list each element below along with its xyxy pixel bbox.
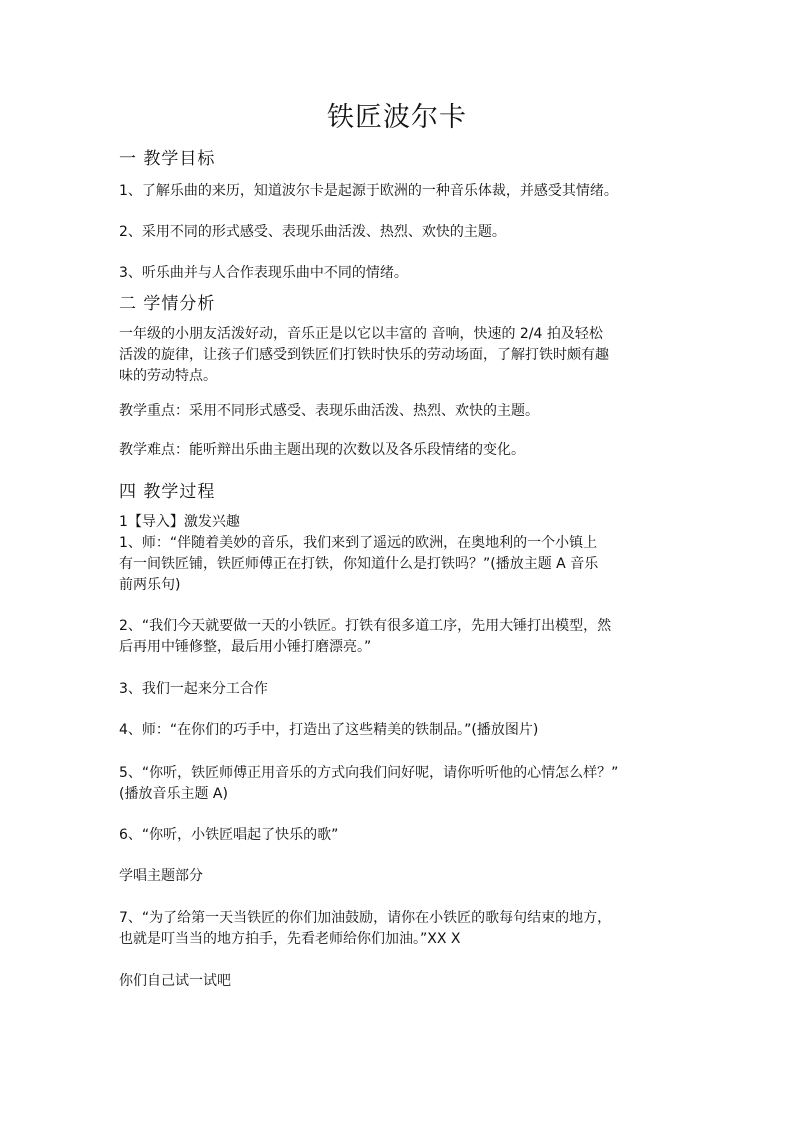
process-step-7	[119, 908, 684, 950]
process-step-6	[119, 825, 684, 846]
key-point	[119, 401, 684, 422]
step-1-line-2: 有一间铁匠铺，铁匠师傅正在打铁，你知道什么是打铁吗？”(播放主题 A 音乐	[119, 556, 599, 572]
step-3-text: 3、我们一起来分工合作	[119, 681, 268, 697]
process-step-1	[119, 533, 684, 596]
goal-item-3	[119, 263, 684, 284]
goal-item-1	[119, 181, 694, 202]
process-intro	[119, 512, 684, 533]
try-yourselves	[119, 971, 684, 992]
try-yourselves-text: 你们自己试一试吧	[119, 973, 231, 989]
process-step-4	[119, 720, 684, 741]
difficulty-point	[119, 440, 684, 461]
analysis-line-2: 活泼的旋律，让孩子们感受到铁匠们打铁时快乐的劳动场面，了解打铁时颇有趣	[119, 347, 609, 363]
step-2-line-2: 后再用中锤修整，最后用小锤打磨漂亮。”	[119, 639, 372, 655]
goal-item-3-text: 3、听乐曲并与人合作表现乐曲中不同的情绪。	[119, 265, 408, 281]
key-point-text: 教学重点：采用不同形式感受、表现乐曲活泼、热烈、欢快的主题。	[119, 403, 539, 419]
goal-item-1-text: 1、了解乐曲的来历，知道波尔卡是起源于欧洲的一种音乐体裁，并感受其情绪。	[119, 183, 618, 199]
difficulty-point-text: 教学难点：能听辩出乐曲主题出现的次数以及各乐段情绪的变化。	[119, 442, 525, 458]
process-intro-text: 1【导入】激发兴趣	[119, 514, 240, 530]
analysis-line-3: 味的劳动特点。	[119, 368, 217, 384]
process-step-5	[119, 763, 694, 805]
goal-item-2-text: 2、采用不同的形式感受、表现乐曲活泼、热烈、欢快的主题。	[119, 224, 506, 240]
section-heading-analysis: 二 学情分析	[119, 294, 216, 314]
analysis-paragraph	[119, 324, 684, 387]
step-1-line-1: 1、师：“伴随着美妙的音乐，我们来到了遥远的欧洲，在奥地利的一个小镇上	[119, 535, 598, 551]
sing-theme-text: 学唱主题部分	[119, 868, 203, 884]
analysis-line-1: 一年级的小朋友活泼好动，音乐正是以它以丰富的 音响，快速的 2/4 拍及轻松	[119, 326, 603, 342]
process-step-2	[119, 616, 684, 658]
step-2-line-1: 2、“我们今天就要做一天的小铁匠。打铁有很多道工序，先用大锤打出模型，然	[119, 618, 612, 634]
step-6-text: 6、“你听，小铁匠唱起了快乐的歌”	[119, 827, 339, 843]
section-heading-goals: 一 教学目标	[119, 149, 216, 169]
step-5-line-2: (播放音乐主题 A)	[119, 786, 228, 802]
step-1-line-3: 前两乐句)	[119, 577, 181, 593]
sing-theme-section	[119, 866, 684, 887]
step-5-line-1: 5、“你听，铁匠师傅正用音乐的方式向我们问好呢，请你听听他的心情怎么样？”	[119, 765, 619, 781]
document-title: 铁匠波尔卡	[327, 102, 467, 133]
goal-item-2	[119, 222, 684, 243]
process-step-3	[119, 679, 684, 700]
step-7-line-2: 也就是叮当当的地方拍手，先看老师给你们加油。”XX X	[119, 931, 461, 947]
step-7-line-1: 7、“为了给第一天当铁匠的你们加油鼓励，请你在小铁匠的歌每句结束的地方，	[119, 910, 612, 926]
step-4-text: 4、师：“在你们的巧手中，打造出了这些精美的铁制品。”(播放图片)	[119, 722, 539, 738]
section-heading-process: 四 教学过程	[119, 482, 216, 502]
